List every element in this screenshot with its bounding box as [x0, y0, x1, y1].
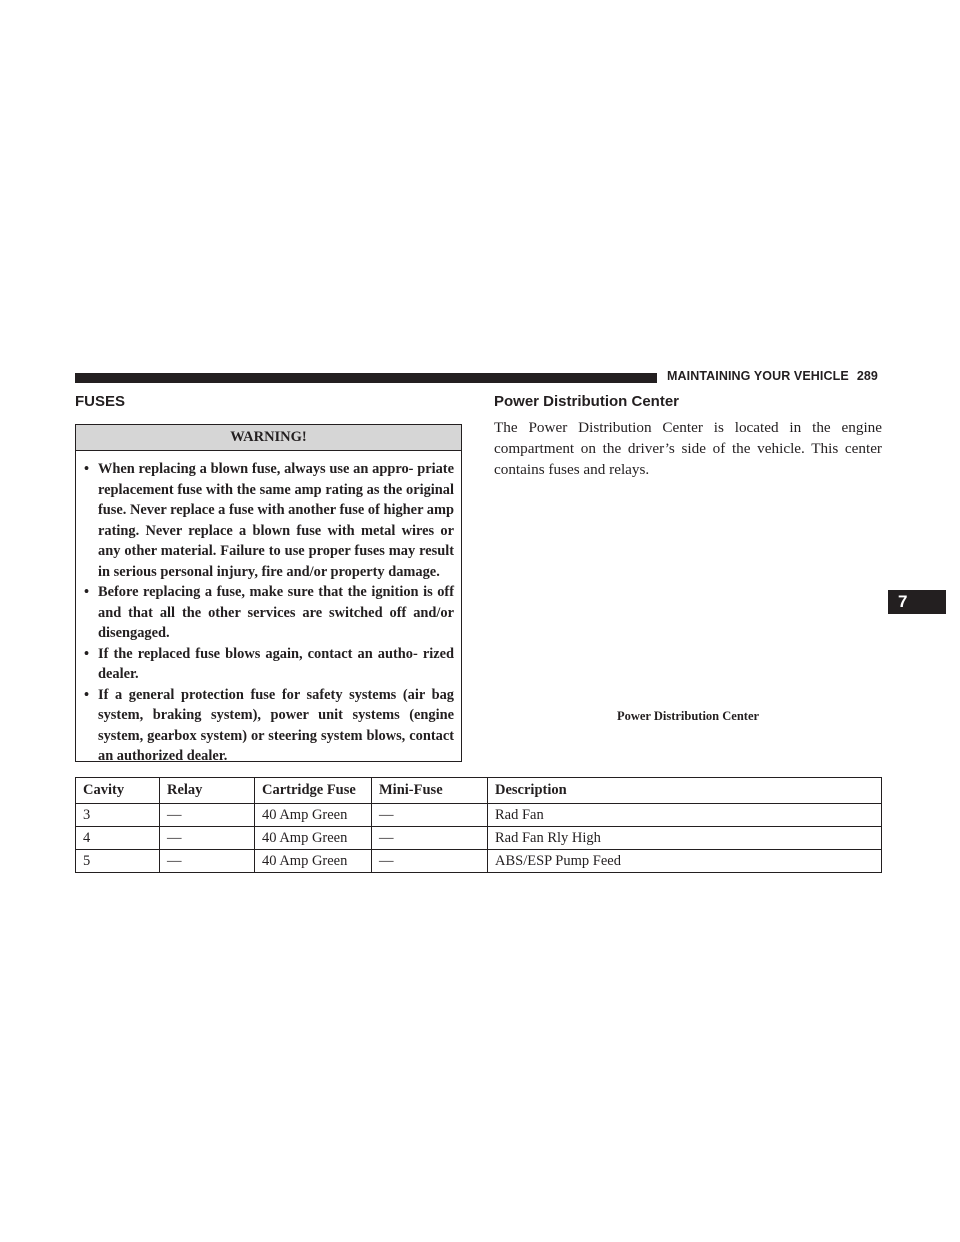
table-cell: 40 Amp Green	[255, 827, 372, 850]
section-title: MAINTAINING YOUR VEHICLE	[667, 369, 849, 383]
warning-item-text: If the replaced fuse blows again, contact an autho- rized dealer.	[98, 645, 454, 682]
warning-item	[83, 459, 454, 582]
column-header: Description	[488, 778, 882, 804]
table-cell: 5	[76, 850, 160, 873]
figure-caption: Power Distribution Center	[616, 709, 760, 723]
fuse-table	[75, 777, 882, 873]
table-cell: 40 Amp Green	[255, 850, 372, 873]
table-cell: —	[160, 827, 255, 850]
column-header: Cavity	[76, 778, 160, 804]
bullet-icon: •	[84, 645, 90, 662]
column-header: Relay	[160, 778, 255, 804]
table-cell: Rad Fan Rly High	[488, 827, 882, 850]
chapter-tab: 7	[888, 590, 946, 614]
column-header: Mini-Fuse	[372, 778, 488, 804]
warning-list	[76, 451, 461, 767]
fuses-heading: FUSES	[75, 393, 126, 410]
running-header	[667, 369, 878, 383]
warning-item-text: When replacing a blown fuse, always use an appro- priate replacement fuse with the same amp rating as the original fuse. Never replace a fuse with another fuse of higher amp rating. Never replace a blown fuse with metal wires or any other material. Failure to use proper fuses may result in serious personal injury, fire and/or property damage.	[98, 461, 454, 580]
table-cell: ABS/ESP Pump Feed	[488, 850, 882, 873]
warning-item-text: If a general protection fuse for safety systems (air bag system, braking system), power unit systems (engine system, gearbox system) or steering system blows, contact an authorized dealer.	[98, 686, 454, 764]
warning-title: WARNING!	[76, 425, 461, 451]
page-number: 289	[856, 369, 878, 383]
table-cell: 40 Amp Green	[255, 804, 372, 827]
bullet-icon: •	[84, 584, 90, 600]
pdc-heading: Power Distribution Center	[494, 393, 680, 410]
table-cell: —	[372, 827, 488, 850]
table-cell: 4	[76, 827, 160, 850]
table-cell: —	[372, 804, 488, 827]
bullet-icon: •	[84, 686, 90, 703]
warning-item	[83, 685, 454, 767]
table-cell: —	[160, 850, 255, 873]
table-cell: —	[160, 804, 255, 827]
table-row	[76, 804, 882, 827]
warning-item-text: Before replacing a fuse, make sure that the ignition is off and that all the other services are switched off and/or disengaged.	[98, 584, 454, 641]
warning-box	[75, 424, 462, 762]
table-cell: Rad Fan	[488, 804, 882, 827]
column-header: Cartridge Fuse	[255, 778, 372, 804]
table-row	[76, 827, 882, 850]
pdc-paragraph: The Power Distribution Center is located in the engine compartment on the driver’s side of the vehicle. This center contains fuses and relays.	[494, 419, 882, 478]
table-header-row	[76, 778, 882, 804]
warning-item	[83, 644, 454, 685]
warning-item	[83, 582, 454, 644]
bullet-icon: •	[84, 461, 90, 477]
header-rule	[75, 373, 657, 383]
table-row	[76, 850, 882, 873]
table-cell: —	[372, 850, 488, 873]
table-cell: 3	[76, 804, 160, 827]
